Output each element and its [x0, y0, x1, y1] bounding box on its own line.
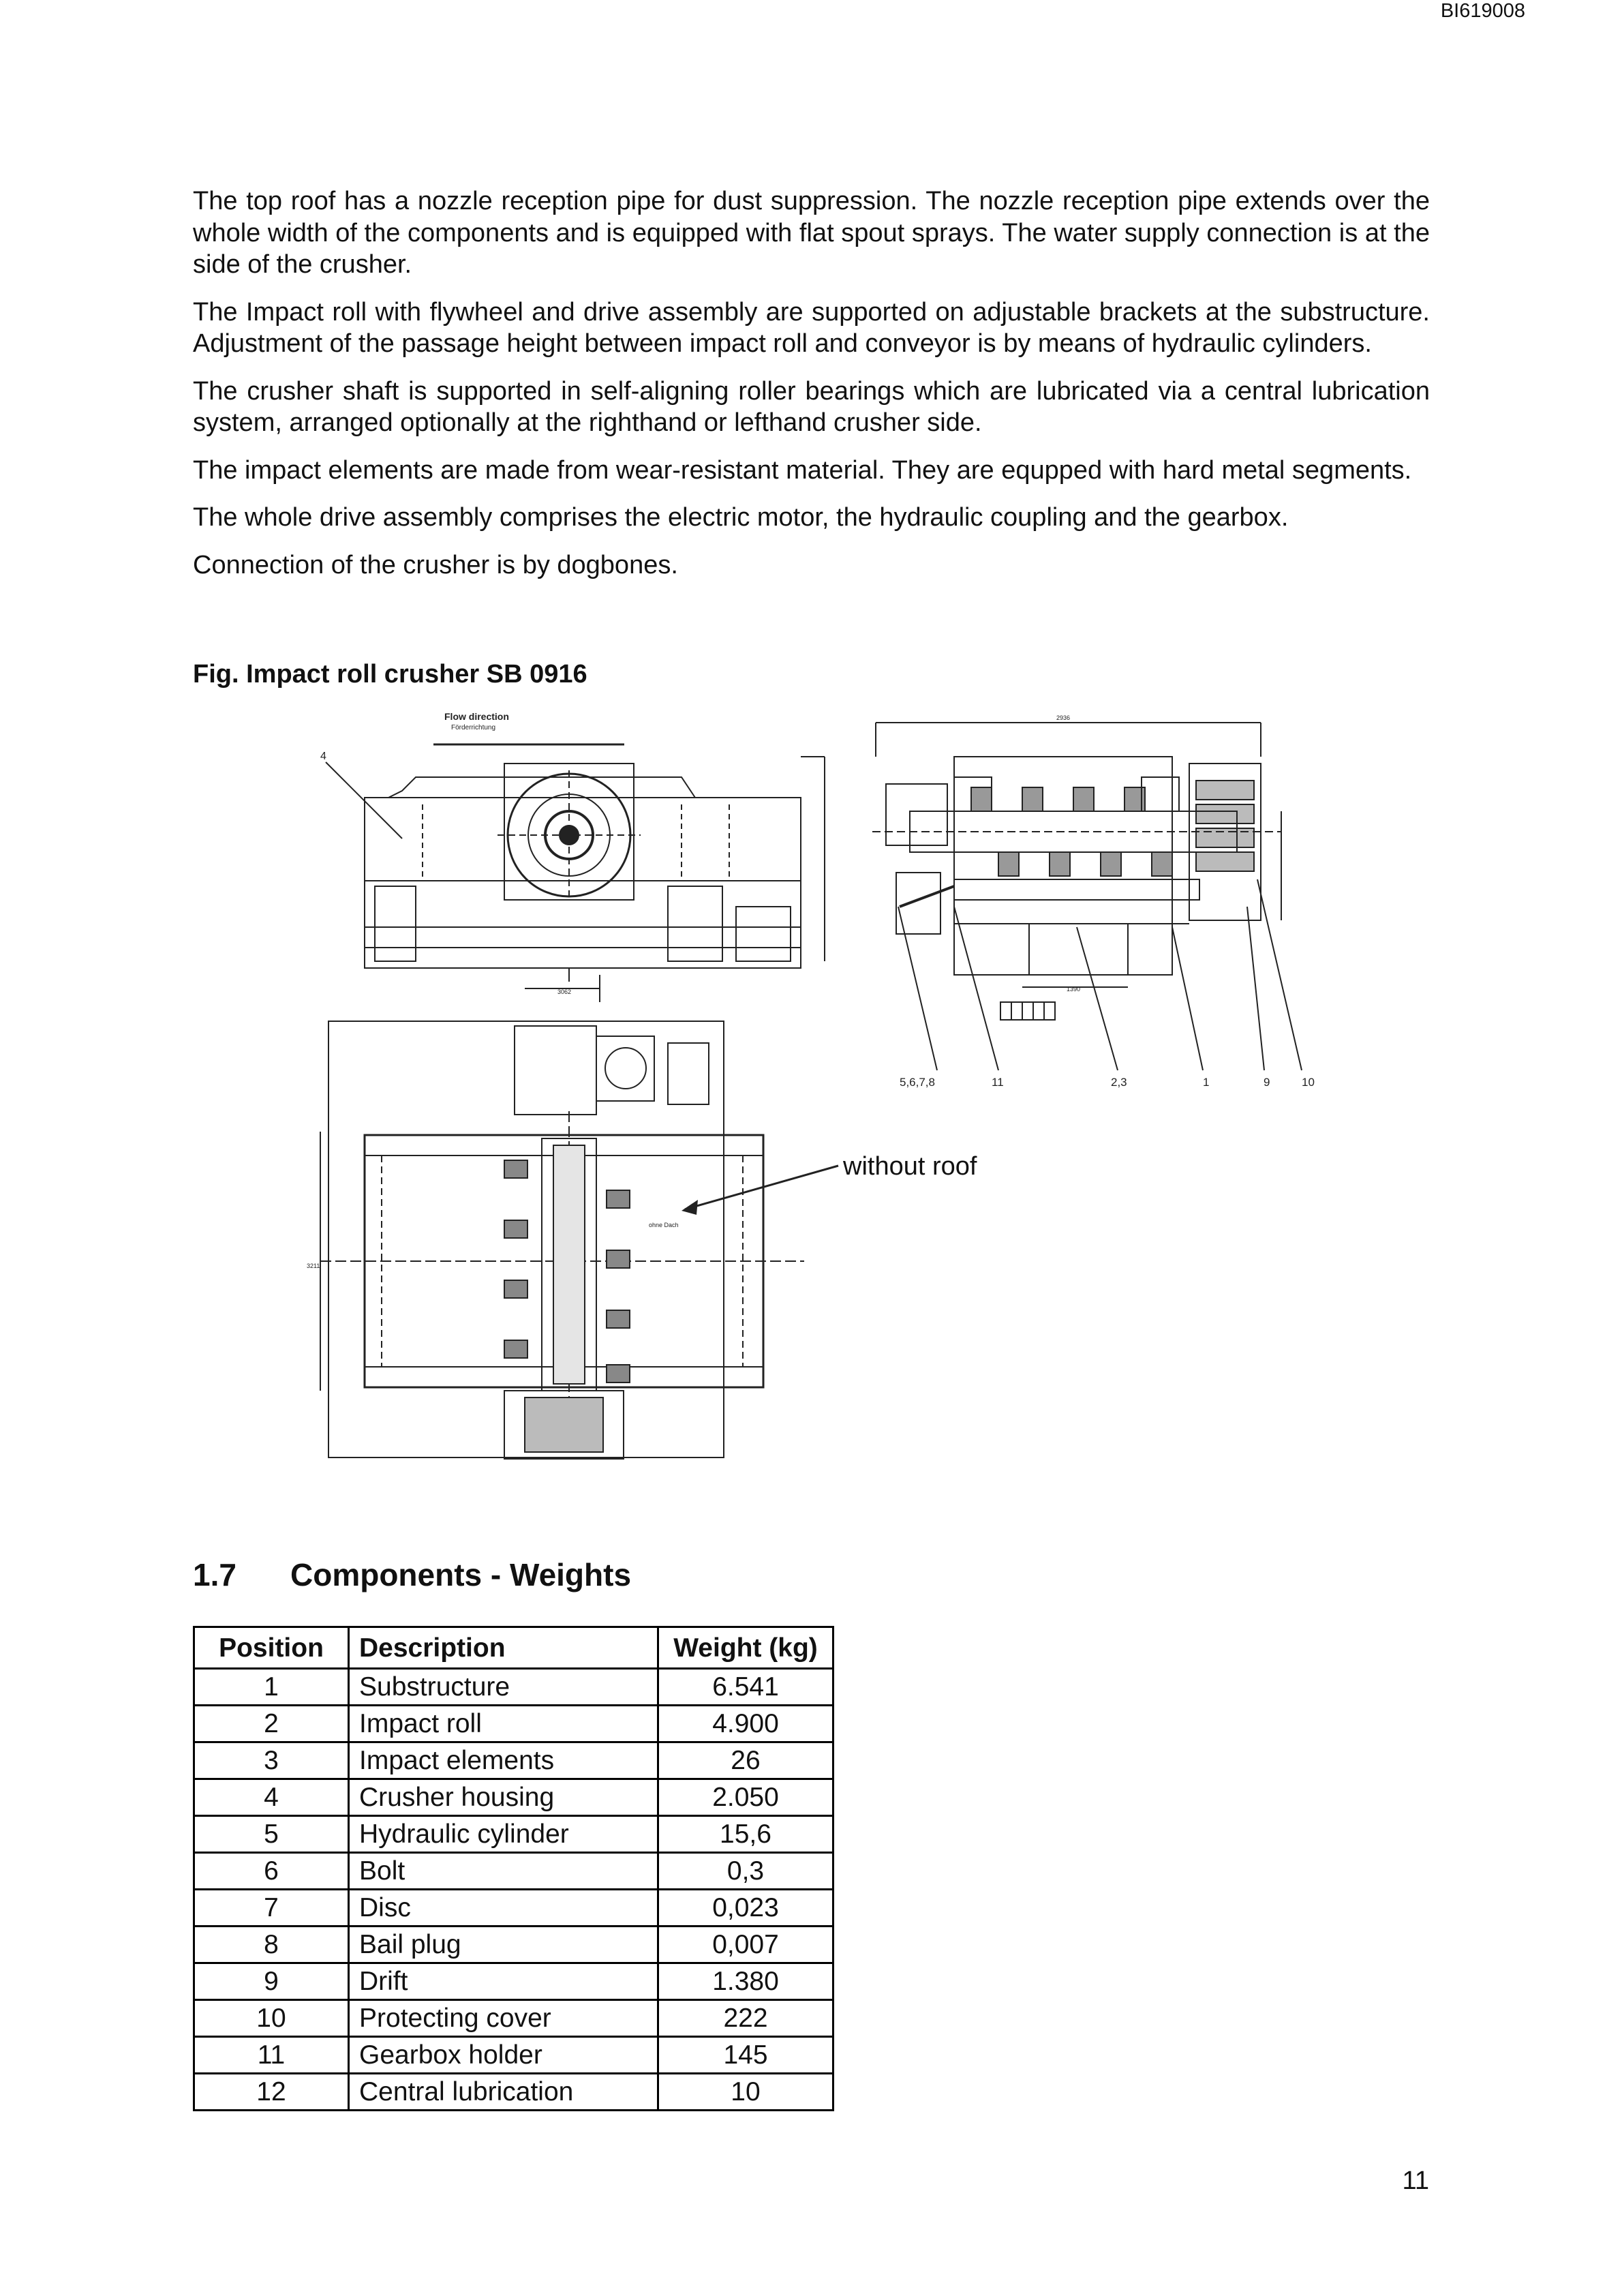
callout-10: 10 — [1302, 1076, 1315, 1089]
paragraph: The top roof has a nozzle reception pipe for dust suppression. The nozzle reception pipe extends over the whole width of the components and is equipped with flat spout sprays. The water supply connection is at the side of the crusher. — [193, 187, 1430, 279]
table-row — [194, 1706, 833, 1742]
cell-description: Drift — [349, 1963, 658, 2000]
paragraph: The Impact roll with flywheel and drive assembly are supported on adjustable brackets at the substructure. Adjustment of the passage height between impact roll and conveyor is by means of hydraulic cylinders. — [193, 297, 1430, 358]
cell-position: 2 — [194, 1706, 349, 1742]
without-roof-label: without roof — [843, 1152, 977, 1181]
paragraph: The impact elements are made from wear-resistant material. They are equpped with hard metal segments. — [193, 455, 1412, 485]
cell-description: Hydraulic cylinder — [349, 1816, 658, 1853]
flow-direction-label-de: Förderrichtung — [451, 724, 496, 731]
cell-position: 10 — [194, 2000, 349, 2037]
cell-description: Central lubrication — [349, 2074, 658, 2111]
page-number: 11 — [1402, 2166, 1429, 2195]
cell-description: Impact roll — [349, 1706, 658, 1742]
callout-4: 4 — [320, 751, 326, 762]
plan-view — [307, 1021, 977, 1459]
cell-weight: 145 — [658, 2037, 833, 2074]
cell-weight: 4.900 — [658, 1706, 833, 1742]
cell-description: Bolt — [349, 1853, 658, 1890]
dimension-2936: 2936 — [1056, 714, 1071, 721]
cell-weight: 2.050 — [658, 1779, 833, 1816]
table-row — [194, 1816, 833, 1853]
plan-inner-label: ohne Dach — [649, 1222, 679, 1228]
cell-position: 8 — [194, 1927, 349, 1963]
cell-weight: 0,3 — [658, 1853, 833, 1890]
cell-weight: 0,023 — [658, 1890, 833, 1927]
table-header-row — [194, 1627, 833, 1669]
section-heading — [193, 1556, 631, 1593]
cell-position: 4 — [194, 1779, 349, 1816]
cell-description: Impact elements — [349, 1742, 658, 1779]
table-row — [194, 1963, 833, 2000]
cell-position: 12 — [194, 2074, 349, 2111]
paragraph: Connection of the crusher is by dogbones. — [193, 550, 678, 579]
header-position: Position — [194, 1627, 349, 1669]
figure-title: Fig. Impact roll crusher SB 0916 — [193, 660, 587, 689]
cell-description: Disc — [349, 1890, 658, 1927]
section-title: Components - Weights — [290, 1557, 632, 1592]
cell-position: 1 — [194, 1669, 349, 1706]
callout-1: 1 — [1203, 1076, 1210, 1089]
table-row — [194, 2074, 833, 2111]
cell-description: Gearbox holder — [349, 2037, 658, 2074]
cell-position: 6 — [194, 1853, 349, 1890]
cell-weight: 10 — [658, 2074, 833, 2111]
cell-weight: 15,6 — [658, 1816, 833, 1853]
table-row — [194, 2000, 833, 2037]
cell-position: 5 — [194, 1816, 349, 1853]
paragraph: The crusher shaft is supported in self-aligning roller bearings which are lubricated via a central lubrication system, arranged optionally at the righthand or lefthand crusher side. — [193, 376, 1430, 437]
paragraph: The whole drive assembly comprises the electric motor, the hydraulic coupling and the gearbox. — [193, 503, 1289, 532]
flow-direction-label: Flow direction — [444, 711, 509, 722]
callout-11: 11 — [992, 1076, 1004, 1089]
table-row — [194, 1890, 833, 1927]
body-text — [193, 185, 1430, 596]
cell-weight: 222 — [658, 2000, 833, 2037]
cell-weight: 1.380 — [658, 1963, 833, 2000]
side-view — [320, 711, 825, 1002]
cell-weight: 0,007 — [658, 1927, 833, 1963]
table-row — [194, 1853, 833, 1890]
cell-description: Crusher housing — [349, 1779, 658, 1816]
table-row — [194, 1669, 833, 1706]
cell-weight: 6.541 — [658, 1669, 833, 1706]
document-id: BI619008 — [1440, 0, 1525, 22]
end-view — [872, 714, 1315, 1089]
dimension-3062: 3062 — [557, 988, 572, 995]
cell-position: 7 — [194, 1890, 349, 1927]
table-row — [194, 1742, 833, 1779]
cell-position: 3 — [194, 1742, 349, 1779]
header-description: Description — [349, 1627, 658, 1669]
section-number: 1.7 — [193, 1557, 236, 1592]
callout-9: 9 — [1264, 1076, 1270, 1089]
table-row — [194, 1779, 833, 1816]
callout-2-3: 2,3 — [1111, 1076, 1127, 1089]
cell-position: 11 — [194, 2037, 349, 2074]
table-row — [194, 1927, 833, 1963]
cell-description: Substructure — [349, 1669, 658, 1706]
cell-weight: 26 — [658, 1742, 833, 1779]
dimension-3211: 3211 — [307, 1263, 320, 1269]
header-weight: Weight (kg) — [658, 1627, 833, 1669]
components-weights-table — [193, 1626, 834, 2111]
dimension-1390: 1390 — [1067, 986, 1081, 993]
cell-position: 9 — [194, 1963, 349, 2000]
cell-description: Bail plug — [349, 1927, 658, 1963]
table-row — [194, 2037, 833, 2074]
cell-description: Protecting cover — [349, 2000, 658, 2037]
callout-5-6-7-8: 5,6,7,8 — [900, 1076, 935, 1089]
crusher-technical-drawing — [300, 702, 1336, 1469]
